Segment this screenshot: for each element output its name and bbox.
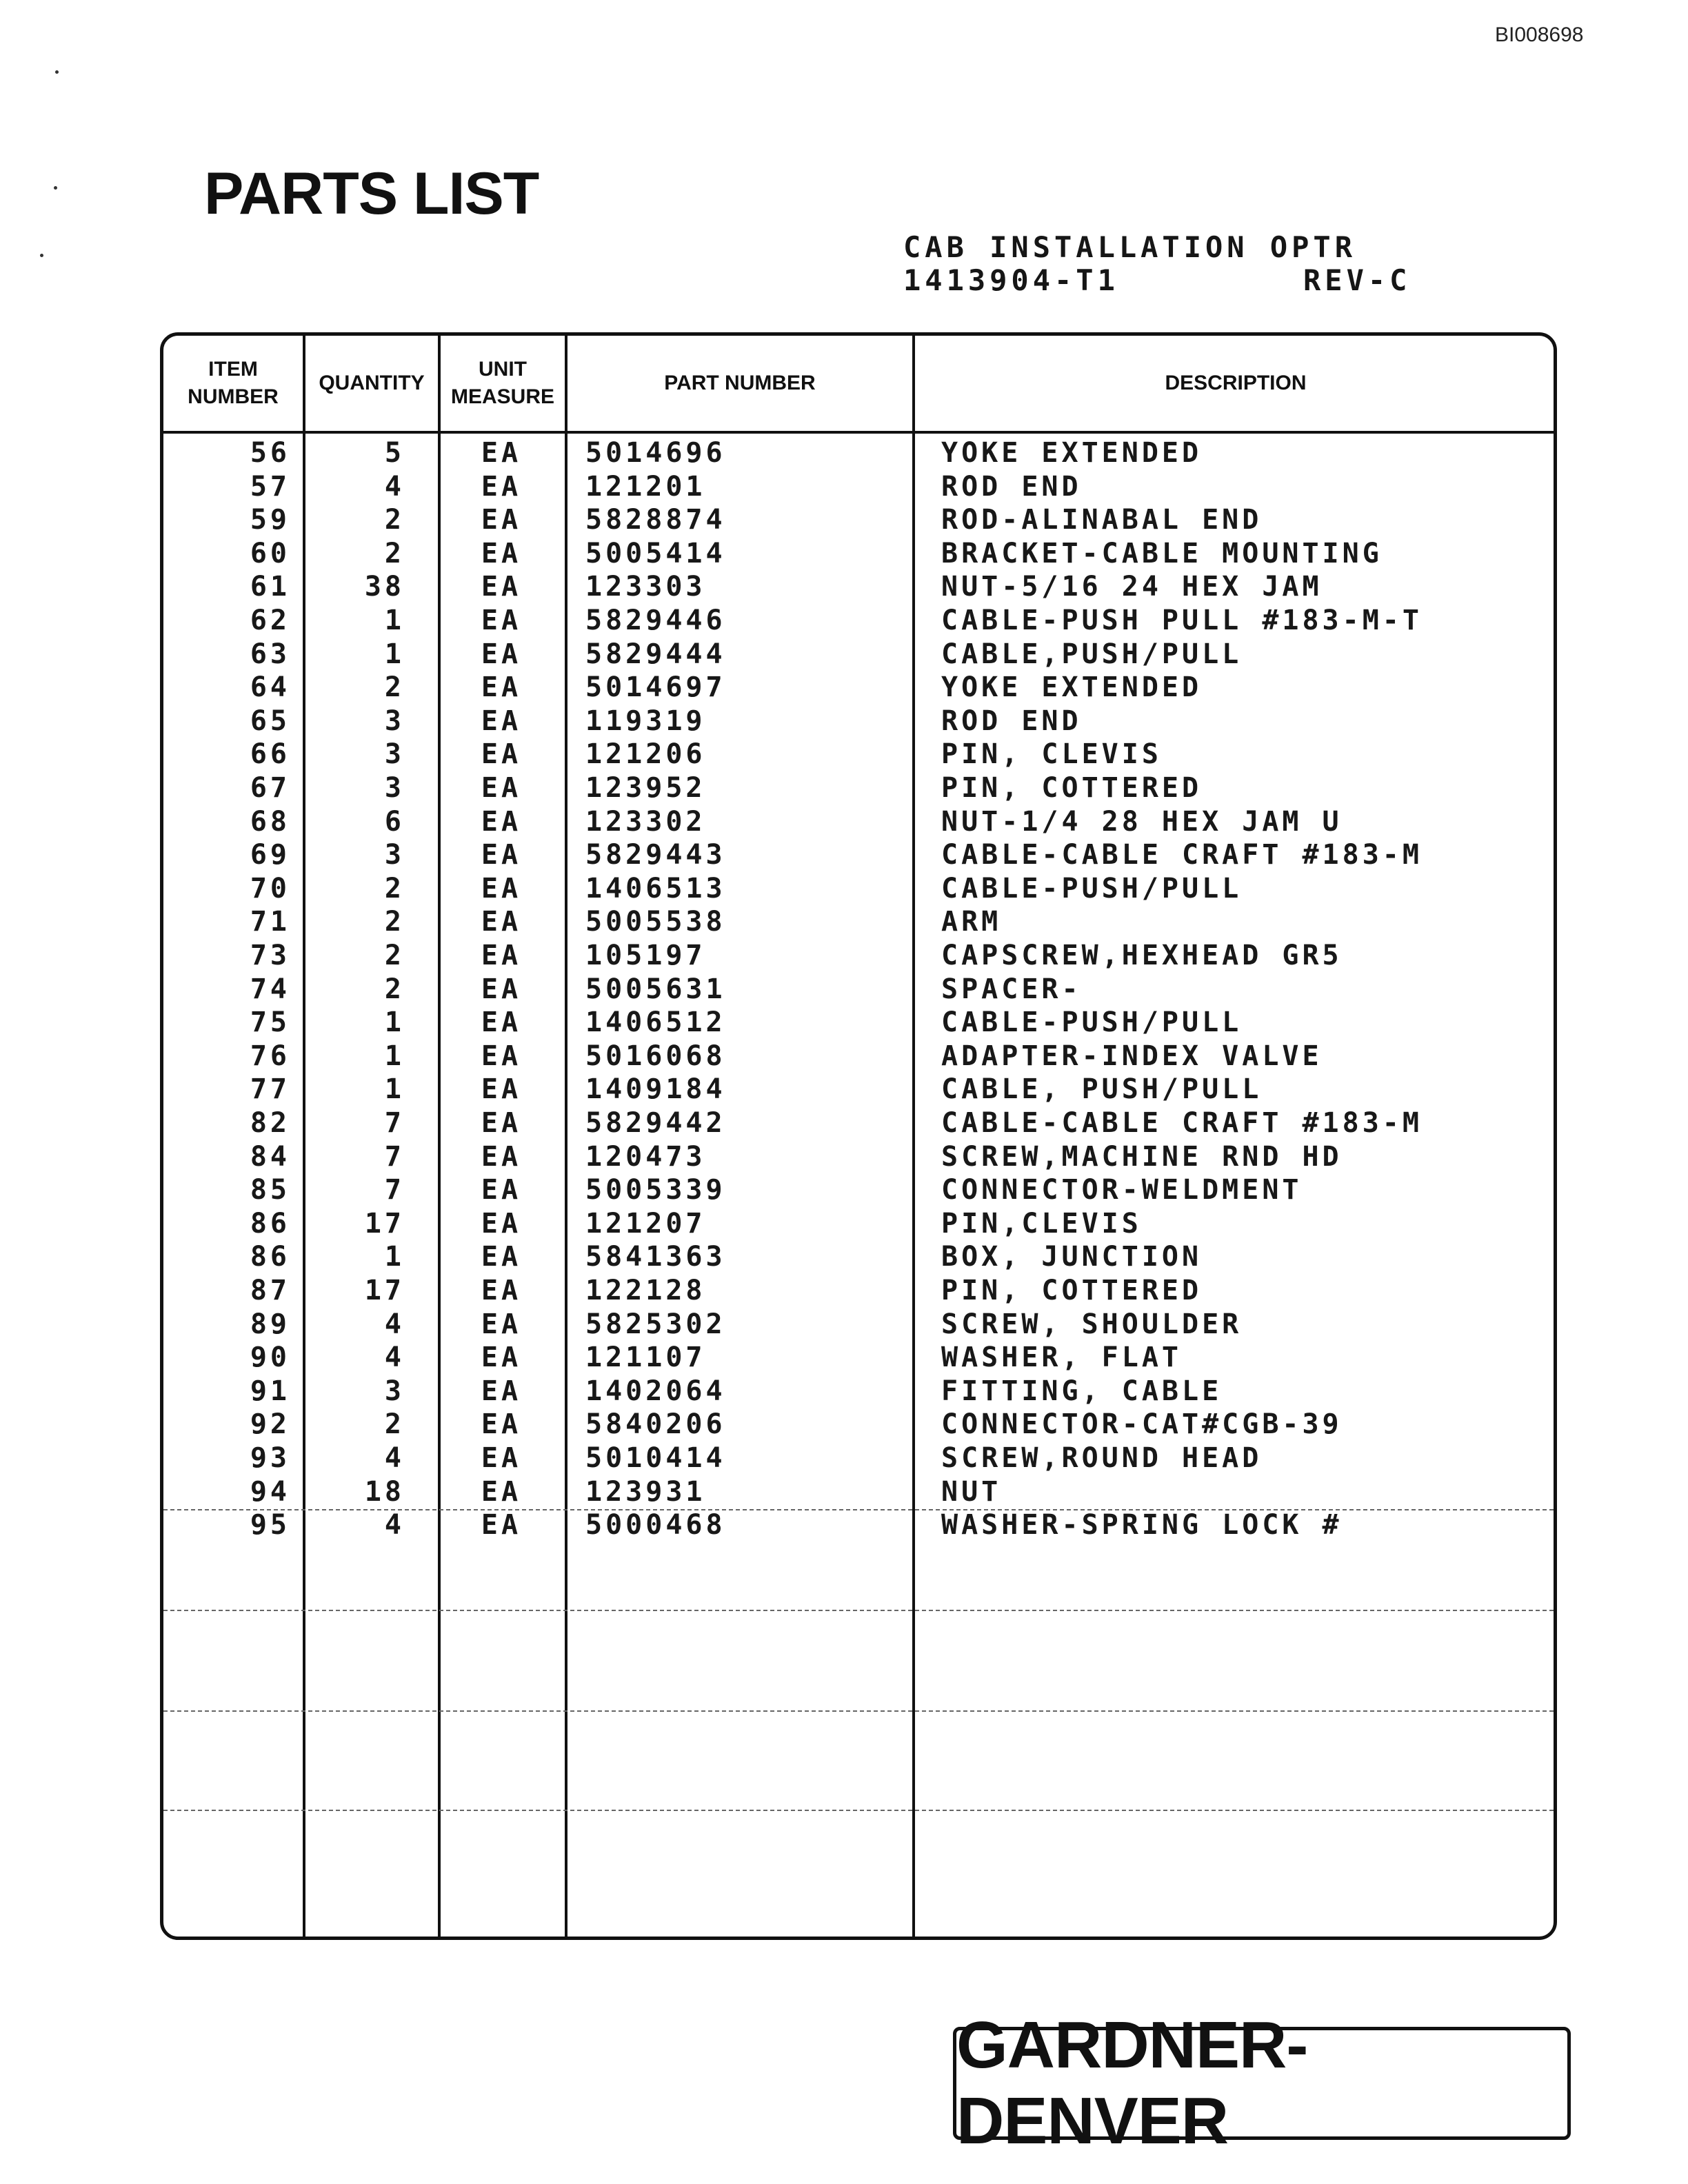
item-number-cell: 73 (250, 940, 290, 971)
description-cell: CABLE-CABLE CRAFT #183-M (941, 1107, 1423, 1139)
item-number-cell: 87 (250, 1275, 290, 1306)
part-number-cell: 123302 (585, 806, 706, 838)
unit-measure-cell: EA (481, 1509, 522, 1541)
description-cell: ARM (941, 906, 1002, 938)
unit-measure-cell: EA (481, 1408, 522, 1440)
column-header-description: DESCRIPTION (1165, 372, 1307, 394)
document-id: BI008698 (1495, 23, 1584, 46)
quantity-cell: 2 (384, 1408, 405, 1440)
item-number-cell: 71 (250, 906, 290, 938)
description-cell: BOX, JUNCTION (941, 1241, 1203, 1273)
row-divider (163, 1610, 1554, 1611)
quantity-cell: 4 (384, 1509, 405, 1541)
item-number-cell: 89 (250, 1308, 290, 1340)
description-cell: NUT-5/16 24 HEX JAM (941, 571, 1323, 603)
unit-measure-cell: EA (481, 1476, 522, 1508)
part-number-cell: 5841363 (585, 1241, 726, 1273)
quantity-cell: 2 (384, 873, 405, 904)
unit-measure-cell: EA (481, 1007, 522, 1038)
description-cell: NUT-1/4 28 HEX JAM U (941, 806, 1343, 838)
column-divider (565, 336, 567, 1937)
part-number-cell: 5005538 (585, 906, 726, 938)
unit-measure-cell: EA (481, 504, 522, 536)
unit-measure-cell: EA (481, 973, 522, 1005)
item-number-cell: 93 (250, 1442, 290, 1474)
description-cell: PIN, CLEVIS (941, 738, 1162, 770)
quantity-cell: 2 (384, 538, 405, 569)
description-cell: YOKE EXTENDED (941, 671, 1203, 703)
unit-measure-cell: EA (481, 1174, 522, 1206)
description-cell: WASHER-SPRING LOCK # (941, 1509, 1343, 1541)
item-number-cell: 74 (250, 973, 290, 1005)
unit-measure-cell: EA (481, 1442, 522, 1474)
part-number-cell: 5014696 (585, 437, 726, 469)
description-cell: WASHER, FLAT (941, 1342, 1182, 1373)
unit-measure-cell: EA (481, 1107, 522, 1139)
description-cell: CABLE-PUSH/PULL (941, 1007, 1243, 1038)
item-number-cell: 63 (250, 638, 290, 670)
part-number-cell: 121107 (585, 1342, 706, 1373)
column-header-item-number: ITEM NUMBER (188, 358, 279, 408)
item-number-cell: 75 (250, 1007, 290, 1038)
description-cell: CABLE-CABLE CRAFT #183-M (941, 839, 1423, 871)
quantity-cell: 17 (364, 1208, 405, 1240)
part-number-cell: 5014697 (585, 671, 726, 703)
part-number-cell: 120473 (585, 1141, 706, 1173)
row-divider (163, 1810, 1554, 1811)
unit-measure-cell: EA (481, 1375, 522, 1407)
description-cell: CABLE,PUSH/PULL (941, 638, 1243, 670)
unit-measure-cell: EA (481, 1073, 522, 1105)
item-number-cell: 91 (250, 1375, 290, 1407)
part-number-cell: 121207 (585, 1208, 706, 1240)
unit-measure-cell: EA (481, 940, 522, 971)
unit-measure-cell: EA (481, 638, 522, 670)
header-divider (163, 431, 1554, 434)
part-number-cell: 123303 (585, 571, 706, 603)
quantity-cell: 1 (384, 1073, 405, 1105)
column-divider (303, 336, 305, 1937)
unit-measure-cell: EA (481, 1342, 522, 1373)
logo-text: GARDNER-DENVER (956, 2008, 1308, 2158)
unit-measure-cell: EA (481, 906, 522, 938)
item-number-cell: 84 (250, 1141, 290, 1173)
unit-measure-cell: EA (481, 1141, 522, 1173)
unit-measure-cell: EA (481, 738, 522, 770)
item-number-cell: 60 (250, 538, 290, 569)
part-number-cell: 5829442 (585, 1107, 726, 1139)
quantity-cell: 2 (384, 973, 405, 1005)
quantity-cell: 7 (384, 1141, 405, 1173)
quantity-cell: 1 (384, 605, 405, 636)
part-number-cell: 5828874 (585, 504, 726, 536)
item-number-cell: 62 (250, 605, 290, 636)
scan-speck (40, 254, 43, 257)
item-number-cell: 61 (250, 571, 290, 603)
item-number-cell: 82 (250, 1107, 290, 1139)
description-cell: FITTING, CABLE (941, 1375, 1223, 1407)
unit-measure-cell: EA (481, 1275, 522, 1306)
part-number-cell: 5829446 (585, 605, 726, 636)
quantity-cell: 1 (384, 638, 405, 670)
description-cell: CABLE-PUSH PULL #183-M-T (941, 605, 1423, 636)
scan-speck (54, 186, 57, 190)
item-number-cell: 69 (250, 839, 290, 871)
unit-measure-cell: EA (481, 571, 522, 603)
part-number-cell: 123931 (585, 1476, 706, 1508)
part-number-cell: 5005414 (585, 538, 726, 569)
quantity-cell: 4 (384, 471, 405, 503)
quantity-cell: 1 (384, 1241, 405, 1273)
item-number-cell: 86 (250, 1208, 290, 1240)
item-number-cell: 67 (250, 772, 290, 804)
quantity-cell: 7 (384, 1174, 405, 1206)
part-number-cell: 122128 (585, 1275, 706, 1306)
unit-measure-cell: EA (481, 873, 522, 904)
item-number-cell: 85 (250, 1174, 290, 1206)
unit-measure-cell: EA (481, 437, 522, 469)
item-number-cell: 70 (250, 873, 290, 904)
part-number-cell: 5829444 (585, 638, 726, 670)
page-title: PARTS LIST (204, 161, 539, 227)
quantity-cell: 2 (384, 906, 405, 938)
unit-measure-cell: EA (481, 806, 522, 838)
quantity-cell: 6 (384, 806, 405, 838)
item-number-cell: 90 (250, 1342, 290, 1373)
part-number-cell: 5016068 (585, 1040, 726, 1072)
assembly-number: 1413904-T1 (903, 263, 1119, 297)
item-number-cell: 68 (250, 806, 290, 838)
item-number-cell: 56 (250, 437, 290, 469)
quantity-cell: 3 (384, 839, 405, 871)
item-number-cell: 86 (250, 1241, 290, 1273)
quantity-cell: 2 (384, 671, 405, 703)
part-number-cell: 5840206 (585, 1408, 726, 1440)
quantity-cell: 38 (364, 571, 405, 603)
unit-measure-cell: EA (481, 1040, 522, 1072)
description-cell: ROD END (941, 705, 1082, 737)
unit-measure-cell: EA (481, 839, 522, 871)
part-number-cell: 5010414 (585, 1442, 726, 1474)
item-number-cell: 94 (250, 1476, 290, 1508)
description-cell: YOKE EXTENDED (941, 437, 1203, 469)
description-cell: ADAPTER-INDEX VALVE (941, 1040, 1323, 1072)
quantity-cell: 3 (384, 705, 405, 737)
unit-measure-cell: EA (481, 772, 522, 804)
item-number-cell: 57 (250, 471, 290, 503)
description-cell: BRACKET-CABLE MOUNTING (941, 538, 1383, 569)
company-logo (953, 2008, 1571, 2158)
item-number-cell: 76 (250, 1040, 290, 1072)
unit-measure-cell: EA (481, 471, 522, 503)
description-cell: NUT (941, 1476, 1002, 1508)
quantity-cell: 3 (384, 738, 405, 770)
item-number-cell: 64 (250, 671, 290, 703)
description-cell: SCREW,MACHINE RND HD (941, 1141, 1343, 1173)
quantity-cell: 4 (384, 1442, 405, 1474)
unit-measure-cell: EA (481, 1208, 522, 1240)
quantity-cell: 3 (384, 1375, 405, 1407)
column-header-part-number: PART NUMBER (664, 372, 816, 394)
description-cell: CABLE, PUSH/PULL (941, 1073, 1263, 1105)
part-number-cell: 5829443 (585, 839, 726, 871)
part-number-cell: 5005631 (585, 973, 726, 1005)
part-number-cell: 119319 (585, 705, 706, 737)
quantity-cell: 7 (384, 1107, 405, 1139)
quantity-cell: 1 (384, 1040, 405, 1072)
item-number-cell: 95 (250, 1509, 290, 1541)
scan-speck (55, 70, 59, 74)
description-cell: CONNECTOR-CAT#CGB-39 (941, 1408, 1343, 1440)
unit-measure-cell: EA (481, 705, 522, 737)
part-number-cell: 5000468 (585, 1509, 726, 1541)
unit-measure-cell: EA (481, 605, 522, 636)
part-number-cell: 121201 (585, 471, 706, 503)
quantity-cell: 18 (364, 1476, 405, 1508)
quantity-cell: 4 (384, 1342, 405, 1373)
part-number-cell: 5825302 (585, 1308, 726, 1340)
item-number-cell: 77 (250, 1073, 290, 1105)
unit-measure-cell: EA (481, 671, 522, 703)
item-number-cell: 59 (250, 504, 290, 536)
description-cell: PIN,CLEVIS (941, 1208, 1142, 1240)
quantity-cell: 2 (384, 940, 405, 971)
description-cell: SCREW,ROUND HEAD (941, 1442, 1263, 1474)
part-number-cell: 1406513 (585, 873, 726, 904)
quantity-cell: 4 (384, 1308, 405, 1340)
description-cell: CABLE-PUSH/PULL (941, 873, 1243, 904)
quantity-cell: 2 (384, 504, 405, 536)
unit-measure-cell: EA (481, 1308, 522, 1340)
assembly-revision: REV-C (1303, 263, 1411, 297)
unit-measure-cell: EA (481, 538, 522, 569)
unit-measure-cell: EA (481, 1241, 522, 1273)
description-cell: CAPSCREW,HEXHEAD GR5 (941, 940, 1343, 971)
description-cell: ROD END (941, 471, 1082, 503)
column-divider (912, 336, 915, 1937)
description-cell: SCREW, SHOULDER (941, 1308, 1243, 1340)
quantity-cell: 1 (384, 1007, 405, 1038)
row-divider (163, 1710, 1554, 1712)
description-cell: PIN, COTTERED (941, 1275, 1203, 1306)
parts-table (160, 332, 1557, 1940)
description-cell: SPACER- (941, 973, 1082, 1005)
part-number-cell: 1409184 (585, 1073, 726, 1105)
quantity-cell: 5 (384, 437, 405, 469)
part-number-cell: 1406512 (585, 1007, 726, 1038)
part-number-cell: 5005339 (585, 1174, 726, 1206)
part-number-cell: 105197 (585, 940, 706, 971)
part-number-cell: 121206 (585, 738, 706, 770)
item-number-cell: 92 (250, 1408, 290, 1440)
quantity-cell: 3 (384, 772, 405, 804)
column-header-unit-measure: UNIT MEASURE (450, 358, 554, 408)
assembly-name: CAB INSTALLATION OPTR (903, 230, 1357, 264)
item-number-cell: 65 (250, 705, 290, 737)
part-number-cell: 123952 (585, 772, 706, 804)
quantity-cell: 17 (364, 1275, 405, 1306)
part-number-cell: 1402064 (585, 1375, 726, 1407)
item-number-cell: 66 (250, 738, 290, 770)
column-header-quantity: QUANTITY (319, 372, 425, 394)
description-cell: CONNECTOR-WELDMENT (941, 1174, 1303, 1206)
description-cell: ROD-ALINABAL END (941, 504, 1263, 536)
description-cell: PIN, COTTERED (941, 772, 1203, 804)
